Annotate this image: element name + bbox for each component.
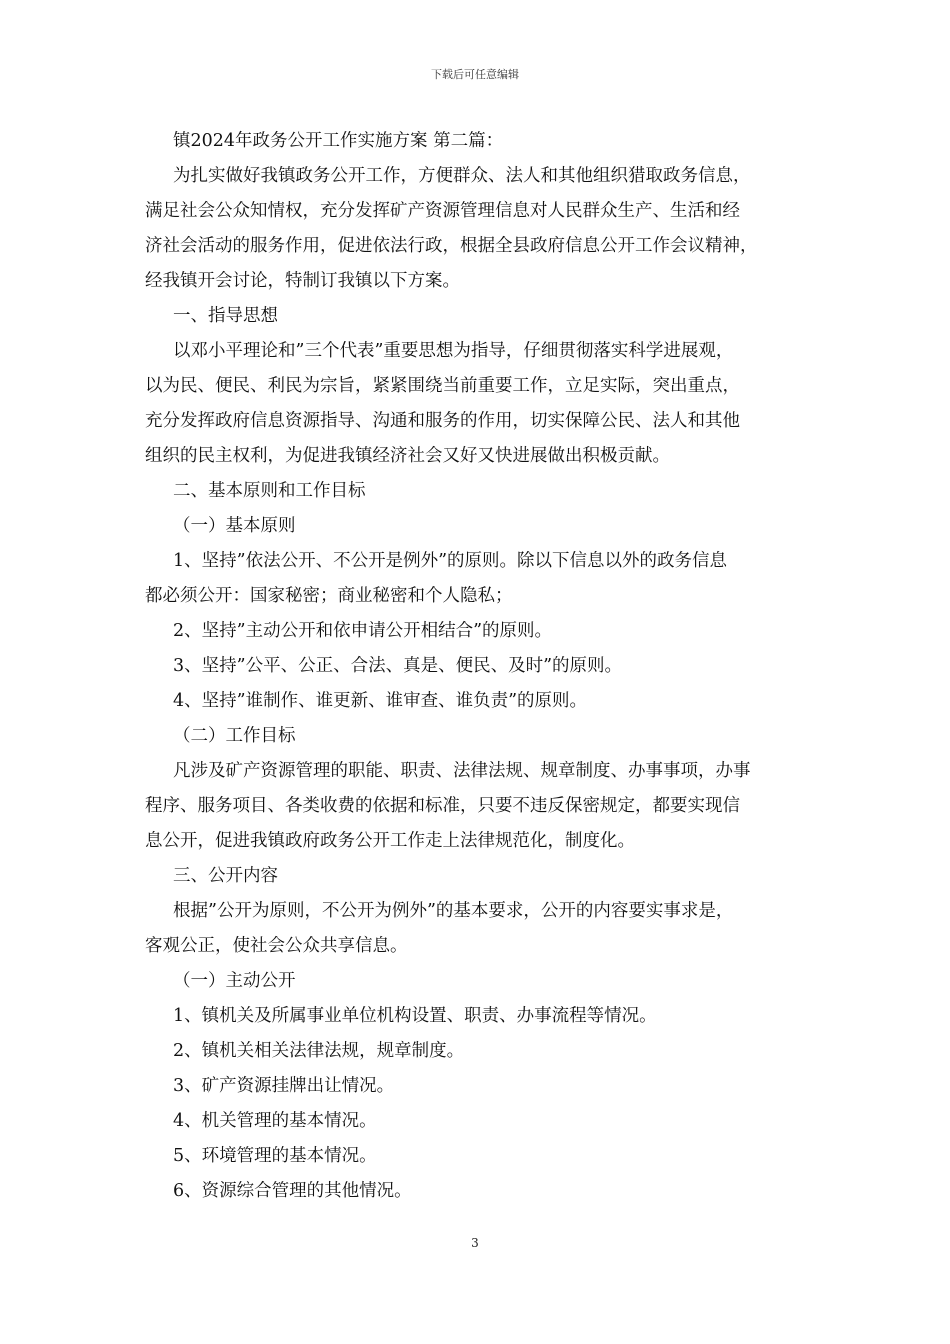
text-line: 三、公开内容 (173, 866, 278, 886)
text-line: 5、环境管理的基本情况。 (173, 1146, 377, 1166)
text-line: 凡涉及矿产资源管理的职能、职责、法律法规、规章制度、办事事项，办事 (173, 761, 751, 781)
text-line: 以邓小平理论和”三个代表”重要思想为指导，仔细贯彻落实科学进展观， (173, 341, 734, 361)
text-line: 3、矿产资源挂牌出让情况。 (173, 1076, 395, 1096)
text-line: （二）工作目标 (173, 726, 296, 746)
document-body (145, 124, 810, 1209)
text-line: （一）主动公开 (173, 971, 296, 991)
text-line: 充分发挥政府信息资源指导、沟通和服务的作用，切实保障公民、法人和其他 (145, 411, 740, 431)
text-line: 1、坚持”依法公开、不公开是例外”的原则。除以下信息以外的政务信息 (173, 551, 728, 571)
text-line: 经我镇开会讨论，特制订我镇以下方案。 (145, 271, 460, 291)
text-line: 组织的民主权利，为促进我镇经济社会又好又快进展做出积极贡献。 (145, 446, 670, 466)
text-line: 一、指导思想 (173, 306, 278, 326)
page-header: 下载后可任意编辑 (431, 68, 519, 81)
text-line: 都必须公开：国家秘密；商业秘密和个人隐私； (145, 586, 513, 606)
text-line: 镇2024年政务公开工作实施方案 第二篇： (173, 131, 504, 151)
text-line: 为扎实做好我镇政务公开工作，方便群众、法人和其他组织猎取政务信息， (173, 166, 751, 186)
text-line: 2、坚持”主动公开和依申请公开相结合”的原则。 (173, 621, 553, 641)
text-line: 息公开，促进我镇政府政务公开工作走上法律规范化，制度化。 (145, 831, 635, 851)
text-line: 满足社会公众知情权，充分发挥矿产资源管理信息对人民群众生产、生活和经 (145, 201, 740, 221)
text-line: 程序、服务项目、各类收费的依据和标准，只要不违反保密规定，都要实现信 (145, 796, 740, 816)
text-line: 济社会活动的服务作用，促进依法行政，根据全县政府信息公开工作会议精神， (145, 236, 758, 256)
text-line: 2、镇机关相关法律法规，规章制度。 (173, 1041, 465, 1061)
text-line: 4、机关管理的基本情况。 (173, 1111, 377, 1131)
text-line: （一）基本原则 (173, 516, 296, 536)
text-line: 1、镇机关及所属事业单位机构设置、职责、办事流程等情况。 (173, 1006, 657, 1026)
text-line: 二、基本原则和工作目标 (173, 481, 366, 501)
text-line: 6、资源综合管理的其他情况。 (173, 1181, 412, 1201)
text-line: 以为民、便民、利民为宗旨，紧紧围绕当前重要工作，立足实际，突出重点， (145, 376, 740, 396)
text-line: 客观公正，使社会公众共享信息。 (145, 936, 408, 956)
page-number: 3 (471, 1236, 479, 1250)
text-line: 4、坚持”谁制作、谁更新、谁审查、谁负责”的原则。 (173, 691, 588, 711)
text-line: 3、坚持”公平、公正、合法、真是、便民、及时”的原则。 (173, 656, 623, 676)
text-line: 根据”公开为原则，不公开为例外”的基本要求，公开的内容要实事求是， (173, 901, 734, 921)
